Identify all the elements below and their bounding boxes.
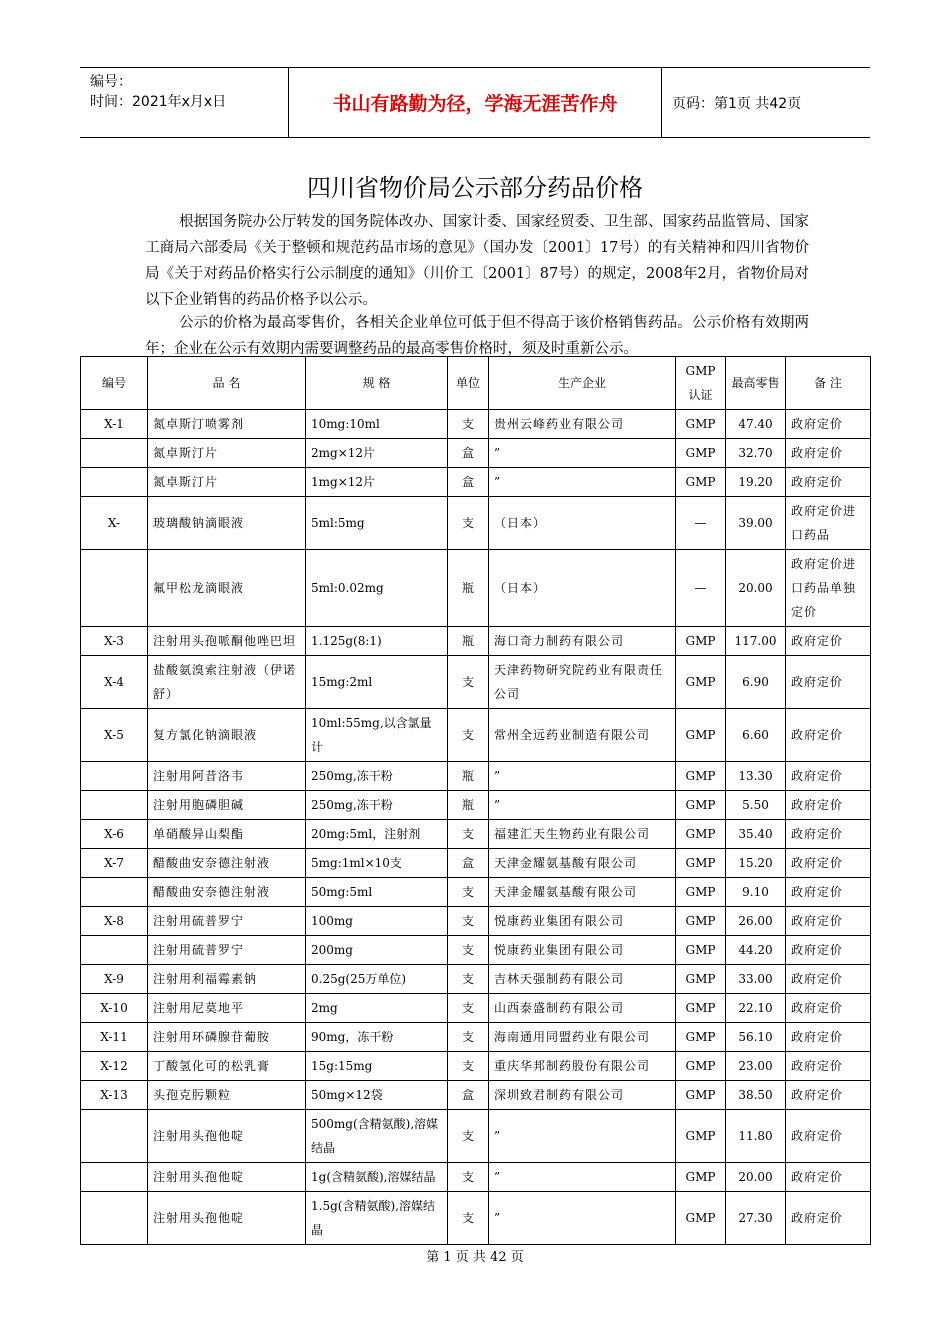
cell-gmp: GMP bbox=[676, 907, 726, 936]
col-header-gmp: GMP认证 bbox=[676, 357, 726, 410]
cell-name: 注射用阿昔洛韦 bbox=[148, 762, 306, 791]
cell-unit: 瓶 bbox=[448, 550, 489, 627]
cell-gmp: GMP bbox=[676, 1110, 726, 1163]
cell-maker: 悦康药业集团有限公司 bbox=[489, 936, 676, 965]
cell-code bbox=[81, 550, 148, 627]
cell-code: X-10 bbox=[81, 994, 148, 1023]
cell-unit: 支 bbox=[448, 1163, 489, 1192]
cell-unit: 支 bbox=[448, 410, 489, 439]
cell-maker: 山西泰盛制药有限公司 bbox=[489, 994, 676, 1023]
cell-code bbox=[81, 1192, 148, 1245]
cell-spec: 5ml:5mg bbox=[306, 497, 448, 550]
page-header bbox=[80, 67, 870, 138]
cell-price: 6.60 bbox=[726, 709, 786, 762]
cell-price: 39.00 bbox=[726, 497, 786, 550]
cell-code: X-7 bbox=[81, 849, 148, 878]
cell-name: 注射用硫普罗宁 bbox=[148, 936, 306, 965]
cell-name: 注射用胞磷胆碱 bbox=[148, 791, 306, 820]
cell-spec: 1g(含精氨酸),溶媒结晶 bbox=[306, 1163, 448, 1192]
cell-price: 27.30 bbox=[726, 1192, 786, 1245]
cell-gmp: GMP bbox=[676, 878, 726, 907]
cell-gmp: GMP bbox=[676, 709, 726, 762]
cell-unit: 支 bbox=[448, 1110, 489, 1163]
table-row bbox=[81, 1192, 871, 1245]
cell-note: 政府定价 bbox=[786, 878, 871, 907]
cell-unit: 支 bbox=[448, 709, 489, 762]
cell-price: 56.10 bbox=[726, 1023, 786, 1052]
cell-unit: 支 bbox=[448, 1023, 489, 1052]
table-row bbox=[81, 762, 871, 791]
cell-price: 6.90 bbox=[726, 656, 786, 709]
cell-note: 政府定价 bbox=[786, 439, 871, 468]
cell-unit: 支 bbox=[448, 497, 489, 550]
col-header-maker: 生产企业 bbox=[489, 357, 676, 410]
cell-unit: 盒 bbox=[448, 1081, 489, 1110]
cell-unit: 盒 bbox=[448, 439, 489, 468]
cell-name: 单硝酸异山梨酯 bbox=[148, 820, 306, 849]
cell-code bbox=[81, 1110, 148, 1163]
cell-note: 政府定价 bbox=[786, 936, 871, 965]
cell-gmp: GMP bbox=[676, 656, 726, 709]
cell-gmp: GMP bbox=[676, 1163, 726, 1192]
cell-maker: 海南通用同盟药业有限公司 bbox=[489, 1023, 676, 1052]
cell-unit: 支 bbox=[448, 656, 489, 709]
cell-unit: 支 bbox=[448, 994, 489, 1023]
cell-spec: 1mg×12片 bbox=[306, 468, 448, 497]
table-row bbox=[81, 656, 871, 709]
cell-code: X-13 bbox=[81, 1081, 148, 1110]
table-row bbox=[81, 468, 871, 497]
cell-note: 政府定价 bbox=[786, 994, 871, 1023]
cell-price: 33.00 bbox=[726, 965, 786, 994]
cell-note: 政府定价 bbox=[786, 1163, 871, 1192]
table-row bbox=[81, 878, 871, 907]
validity-paragraph bbox=[145, 310, 809, 362]
cell-code bbox=[81, 439, 148, 468]
cell-spec: 0.25g(25万单位) bbox=[306, 965, 448, 994]
table-row bbox=[81, 1023, 871, 1052]
cell-name: 氟甲松龙滴眼液 bbox=[148, 550, 306, 627]
cell-spec: 15g:15mg bbox=[306, 1052, 448, 1081]
cell-gmp: GMP bbox=[676, 1192, 726, 1245]
cell-gmp: GMP bbox=[676, 1081, 726, 1110]
cell-gmp: GMP bbox=[676, 468, 726, 497]
cell-code: X- bbox=[81, 497, 148, 550]
cell-name: 氮卓斯汀片 bbox=[148, 468, 306, 497]
cell-gmp: — bbox=[676, 550, 726, 627]
cell-maker: ” bbox=[489, 439, 676, 468]
cell-maker: ” bbox=[489, 762, 676, 791]
cell-price: 15.20 bbox=[726, 849, 786, 878]
cell-note: 政府定价 bbox=[786, 410, 871, 439]
cell-price: 19.20 bbox=[726, 468, 786, 497]
cell-gmp: GMP bbox=[676, 936, 726, 965]
table-row bbox=[81, 1081, 871, 1110]
cell-code: X-9 bbox=[81, 965, 148, 994]
table-row bbox=[81, 410, 871, 439]
cell-maker: （日本） bbox=[489, 497, 676, 550]
table-row bbox=[81, 1163, 871, 1192]
cell-name: 注射用头孢哌酮他唑巴坦 bbox=[148, 627, 306, 656]
cell-name: 注射用头孢他啶 bbox=[148, 1110, 306, 1163]
cell-price: 9.10 bbox=[726, 878, 786, 907]
col-header-code: 编号 bbox=[81, 357, 148, 410]
cell-spec: 5mg:1ml×10支 bbox=[306, 849, 448, 878]
cell-spec: 250mg,冻干粉 bbox=[306, 762, 448, 791]
cell-price: 47.40 bbox=[726, 410, 786, 439]
cell-maker: （日本） bbox=[489, 550, 676, 627]
cell-maker: 福建汇天生物药业有限公司 bbox=[489, 820, 676, 849]
cell-name: 头孢克肟颗粒 bbox=[148, 1081, 306, 1110]
cell-price: 23.00 bbox=[726, 1052, 786, 1081]
cell-price: 32.70 bbox=[726, 439, 786, 468]
col-header-spec: 规 格 bbox=[306, 357, 448, 410]
cell-gmp: GMP bbox=[676, 1052, 726, 1081]
intro-paragraph-text: 根据国务院办公厅转发的国务院体改办、国家计委、国家经贸委、卫生部、国家药品监管局、国家工商局六部委局《关于整顿和规范药品市场的意见》（国办发〔2001〕17号）的有关精神和四川省物价局《关于对药品价格实行公示制度的通知》（川价工〔2001〕87号）的规定，2008年2月，省物价局对以下企业销售的药品价格予以公示。 bbox=[145, 214, 809, 308]
cell-spec: 2mg bbox=[306, 994, 448, 1023]
cell-maker: ” bbox=[489, 1163, 676, 1192]
cell-code: X-3 bbox=[81, 627, 148, 656]
cell-code bbox=[81, 468, 148, 497]
cell-maker: 海口奇力制药有限公司 bbox=[489, 627, 676, 656]
cell-gmp: GMP bbox=[676, 849, 726, 878]
cell-name: 醋酸曲安奈德注射液 bbox=[148, 878, 306, 907]
table-row bbox=[81, 820, 871, 849]
cell-price: 22.10 bbox=[726, 994, 786, 1023]
cell-price: 13.30 bbox=[726, 762, 786, 791]
cell-spec: 50mg×12袋 bbox=[306, 1081, 448, 1110]
cell-spec: 50mg:5ml bbox=[306, 878, 448, 907]
cell-maker: 贵州云峰药业有限公司 bbox=[489, 410, 676, 439]
cell-note: 政府定价 bbox=[786, 627, 871, 656]
cell-spec: 1.5g(含精氨酸),溶媒结晶 bbox=[306, 1192, 448, 1245]
intro-paragraph bbox=[145, 209, 809, 313]
cell-note: 政府定价 bbox=[786, 709, 871, 762]
cell-unit: 支 bbox=[448, 965, 489, 994]
cell-code bbox=[81, 878, 148, 907]
table-row bbox=[81, 965, 871, 994]
cell-name: 盐酸氨溴索注射液（伊诺舒） bbox=[148, 656, 306, 709]
cell-code bbox=[81, 762, 148, 791]
cell-price: 44.20 bbox=[726, 936, 786, 965]
cell-name: 注射用头孢他啶 bbox=[148, 1163, 306, 1192]
cell-note: 政府定价 bbox=[786, 791, 871, 820]
cell-spec: 20mg:5ml，注射剂 bbox=[306, 820, 448, 849]
cell-note: 政府定价进口药品 bbox=[786, 497, 871, 550]
cell-maker: 吉林天强制药有限公司 bbox=[489, 965, 676, 994]
cell-note: 政府定价 bbox=[786, 656, 871, 709]
header-meta bbox=[80, 68, 289, 137]
table-row bbox=[81, 709, 871, 762]
cell-note: 政府定价 bbox=[786, 849, 871, 878]
cell-maker: 天津金耀氨基酸有限公司 bbox=[489, 849, 676, 878]
cell-gmp: GMP bbox=[676, 820, 726, 849]
header-date-label: 时间：2021年x月x日 bbox=[90, 94, 227, 110]
cell-spec: 10mg:10ml bbox=[306, 410, 448, 439]
cell-unit: 盒 bbox=[448, 849, 489, 878]
cell-name: 注射用尼莫地平 bbox=[148, 994, 306, 1023]
cell-price: 26.00 bbox=[726, 907, 786, 936]
cell-maker: 常州全远药业制造有限公司 bbox=[489, 709, 676, 762]
cell-name: 复方氯化钠滴眼液 bbox=[148, 709, 306, 762]
table-row bbox=[81, 550, 871, 627]
cell-price: 117.00 bbox=[726, 627, 786, 656]
table-row bbox=[81, 627, 871, 656]
cell-name: 醋酸曲安奈德注射液 bbox=[148, 849, 306, 878]
cell-name: 氮卓斯汀片 bbox=[148, 439, 306, 468]
cell-maker: ” bbox=[489, 791, 676, 820]
cell-gmp: GMP bbox=[676, 627, 726, 656]
cell-name: 注射用利福霉素钠 bbox=[148, 965, 306, 994]
cell-maker: 悦康药业集团有限公司 bbox=[489, 907, 676, 936]
cell-unit: 瓶 bbox=[448, 791, 489, 820]
header-page-info: 页码：第1页 共42页 bbox=[672, 95, 802, 112]
cell-spec: 1.125g(8:1) bbox=[306, 627, 448, 656]
cell-spec: 10ml:55mg,以含氯量计 bbox=[306, 709, 448, 762]
cell-spec: 500mg(含精氨酸),溶媒结晶 bbox=[306, 1110, 448, 1163]
cell-unit: 支 bbox=[448, 820, 489, 849]
col-header-note: 备 注 bbox=[786, 357, 871, 410]
cell-code: X-6 bbox=[81, 820, 148, 849]
cell-unit: 支 bbox=[448, 936, 489, 965]
cell-code: X-8 bbox=[81, 907, 148, 936]
validity-paragraph-text: 公示的价格为最高零售价，各相关企业单位可低于但不得高于该价格销售药品。公示价格有效期两年；企业在公示有效期内需要调整药品的最高零售价格时，须及时重新公示。 bbox=[145, 315, 809, 357]
cell-maker: ” bbox=[489, 468, 676, 497]
cell-spec: 2mg×12片 bbox=[306, 439, 448, 468]
header-motto: 书山有路勤为径，学海无涯苦作舟 bbox=[289, 68, 662, 137]
cell-unit: 支 bbox=[448, 1052, 489, 1081]
cell-code: X-11 bbox=[81, 1023, 148, 1052]
cell-note: 政府定价 bbox=[786, 1052, 871, 1081]
cell-maker: ” bbox=[489, 1192, 676, 1245]
cell-spec: 15mg:2ml bbox=[306, 656, 448, 709]
cell-unit: 瓶 bbox=[448, 627, 489, 656]
cell-price: 11.80 bbox=[726, 1110, 786, 1163]
cell-name: 注射用头孢他啶 bbox=[148, 1192, 306, 1245]
col-header-name: 品 名 bbox=[148, 357, 306, 410]
table-header-row bbox=[81, 357, 871, 410]
cell-code: X-12 bbox=[81, 1052, 148, 1081]
col-header-unit: 单位 bbox=[448, 357, 489, 410]
cell-price: 20.00 bbox=[726, 1163, 786, 1192]
cell-note: 政府定价 bbox=[786, 1023, 871, 1052]
cell-unit: 支 bbox=[448, 878, 489, 907]
cell-gmp: GMP bbox=[676, 791, 726, 820]
table-row bbox=[81, 936, 871, 965]
cell-maker: 深圳致君制药有限公司 bbox=[489, 1081, 676, 1110]
cell-code bbox=[81, 791, 148, 820]
cell-unit: 瓶 bbox=[448, 762, 489, 791]
cell-note: 政府定价 bbox=[786, 907, 871, 936]
cell-name: 注射用环磷腺苷葡胺 bbox=[148, 1023, 306, 1052]
document-title: 四川省物价局公示部分药品价格 bbox=[307, 174, 643, 202]
table-row bbox=[81, 439, 871, 468]
cell-name: 丁酸氢化可的松乳膏 bbox=[148, 1052, 306, 1081]
cell-note: 政府定价 bbox=[786, 1192, 871, 1245]
cell-unit: 盒 bbox=[448, 468, 489, 497]
cell-note: 政府定价 bbox=[786, 1110, 871, 1163]
cell-spec: 100mg bbox=[306, 907, 448, 936]
cell-price: 20.00 bbox=[726, 550, 786, 627]
cell-unit: 支 bbox=[448, 1192, 489, 1245]
cell-name: 玻璃酸钠滴眼液 bbox=[148, 497, 306, 550]
cell-price: 5.50 bbox=[726, 791, 786, 820]
cell-maker: ” bbox=[489, 1110, 676, 1163]
price-table bbox=[80, 356, 871, 1245]
cell-code: X-5 bbox=[81, 709, 148, 762]
cell-note: 政府定价 bbox=[786, 762, 871, 791]
cell-code bbox=[81, 1163, 148, 1192]
cell-code bbox=[81, 936, 148, 965]
cell-gmp: — bbox=[676, 497, 726, 550]
cell-spec: 90mg，冻干粉 bbox=[306, 1023, 448, 1052]
cell-unit: 支 bbox=[448, 907, 489, 936]
cell-gmp: GMP bbox=[676, 994, 726, 1023]
table-row bbox=[81, 849, 871, 878]
table-row bbox=[81, 1110, 871, 1163]
page-footer: 第 1 页 共 42 页 bbox=[426, 1250, 524, 1265]
table-row bbox=[81, 1052, 871, 1081]
cell-maker: 天津金耀氨基酸有限公司 bbox=[489, 878, 676, 907]
cell-code: X-4 bbox=[81, 656, 148, 709]
cell-gmp: GMP bbox=[676, 965, 726, 994]
cell-note: 政府定价进口药品单独定价 bbox=[786, 550, 871, 627]
cell-spec: 200mg bbox=[306, 936, 448, 965]
table-row bbox=[81, 994, 871, 1023]
cell-note: 政府定价 bbox=[786, 468, 871, 497]
cell-gmp: GMP bbox=[676, 762, 726, 791]
cell-spec: 250mg,冻干粉 bbox=[306, 791, 448, 820]
cell-note: 政府定价 bbox=[786, 1081, 871, 1110]
cell-maker: 天津药物研究院药业有限责任公司 bbox=[489, 656, 676, 709]
header-code-label: 编号： bbox=[90, 74, 132, 90]
cell-name: 注射用硫普罗宁 bbox=[148, 907, 306, 936]
cell-maker: 重庆华邦制药股份有限公司 bbox=[489, 1052, 676, 1081]
cell-price: 38.50 bbox=[726, 1081, 786, 1110]
cell-note: 政府定价 bbox=[786, 965, 871, 994]
cell-code: X-1 bbox=[81, 410, 148, 439]
cell-spec: 5ml:0.02mg bbox=[306, 550, 448, 627]
cell-price: 35.40 bbox=[726, 820, 786, 849]
cell-gmp: GMP bbox=[676, 1023, 726, 1052]
table-row bbox=[81, 791, 871, 820]
cell-name: 氮卓斯汀喷雾剂 bbox=[148, 410, 306, 439]
cell-note: 政府定价 bbox=[786, 820, 871, 849]
table-row bbox=[81, 497, 871, 550]
col-header-price: 最高零售 bbox=[726, 357, 786, 410]
cell-gmp: GMP bbox=[676, 410, 726, 439]
table-row bbox=[81, 907, 871, 936]
cell-gmp: GMP bbox=[676, 439, 726, 468]
